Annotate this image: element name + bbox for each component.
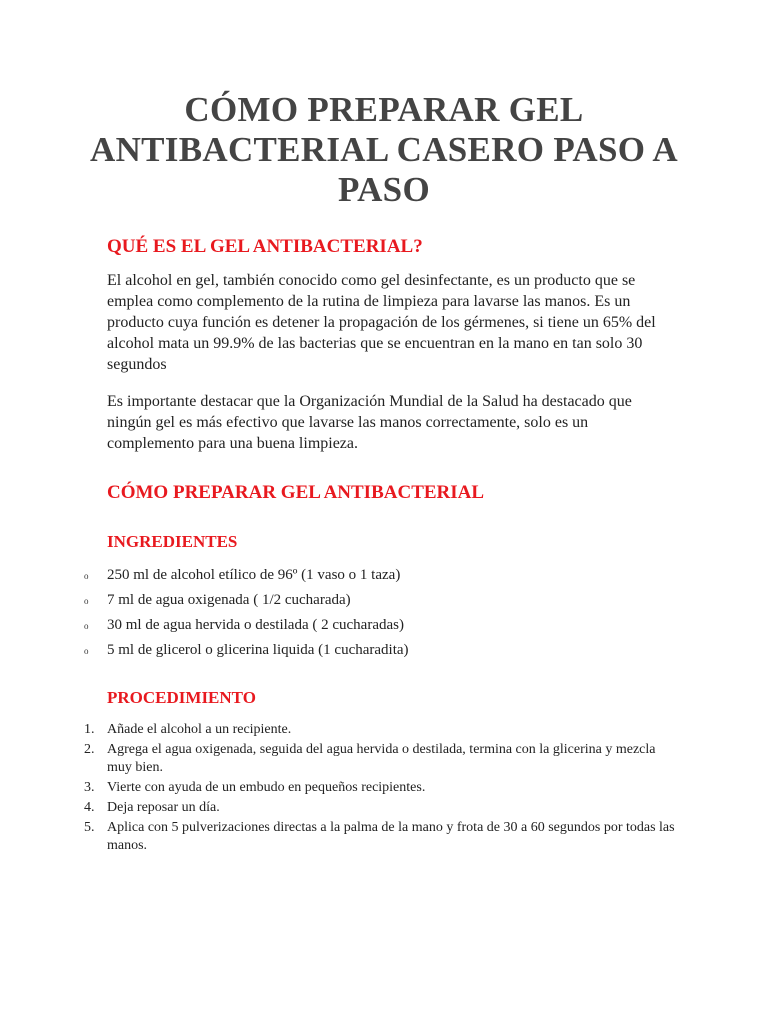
list-item (84, 721, 684, 739)
section-heading-how-to: CÓMO PREPARAR GEL ANTIBACTERIAL (107, 482, 485, 503)
step-text: Aplica con 5 pulverizaciones directas a la palma de la mano y frota de 30 a 60 segundos por todas las manos. (107, 820, 675, 853)
step-text: Vierte con ayuda de un embudo en pequeños recipientes. (107, 780, 426, 795)
section-heading-what-is: QUÉ ES EL GEL ANTIBACTERIAL? (107, 236, 423, 257)
list-item (84, 741, 684, 777)
list-item (84, 819, 684, 855)
bullet-icon: o (84, 621, 89, 631)
list-item (84, 799, 684, 817)
ingredient-text: 5 ml de glicerol o glicerina liquida (1 cucharadita) (107, 642, 409, 658)
step-number: 1. (84, 722, 95, 737)
step-number: 2. (84, 742, 95, 757)
bullet-icon: o (84, 571, 89, 581)
bullet-icon: o (84, 596, 89, 606)
step-text: Añade el alcohol a un recipiente. (107, 722, 292, 737)
step-number: 3. (84, 780, 95, 795)
step-number: 5. (84, 820, 95, 835)
bullet-icon: o (84, 646, 89, 656)
paragraph-who-note: Es importante destacar que la Organización Mundial de la Salud ha destacado que ningún gel es más efectivo que lavarse las manos correctamente, solo es un complemento para una buena limpieza. (107, 393, 632, 452)
page-title: CÓMO PREPARAR GEL ANTIBACTERIAL CASERO PASO A PASO (90, 90, 678, 209)
list-item (84, 779, 684, 797)
ingredient-text: 250 ml de alcohol etílico de 96º (1 vaso o 1 taza) (107, 567, 401, 583)
procedure-list (84, 721, 684, 857)
ingredient-text: 30 ml de agua hervida o destilada ( 2 cucharadas) (107, 617, 404, 633)
ingredients-heading: INGREDIENTES (107, 532, 238, 551)
ingredient-text: 7 ml de agua oxigenada ( 1/2 cucharada) (107, 592, 351, 608)
step-number: 4. (84, 800, 95, 815)
paragraph-definition: El alcohol en gel, también conocido como gel desinfectante, es un producto que se emplea como complemento de la rutina de limpieza para lavarse las manos. Es un producto cuya función es detener la propagación de los gérmenes, si tiene un 65% del alcohol mata un 99.9% de las bacterias que se encuentran en la mano en tan solo 30 segundos (107, 272, 656, 373)
step-text: Deja reposar un día. (107, 800, 220, 815)
procedure-heading: PROCEDIMIENTO (107, 688, 256, 707)
step-text: Agrega el agua oxigenada, seguida del agua hervida o destilada, termina con la glicerina y mezcla muy bien. (107, 742, 656, 775)
